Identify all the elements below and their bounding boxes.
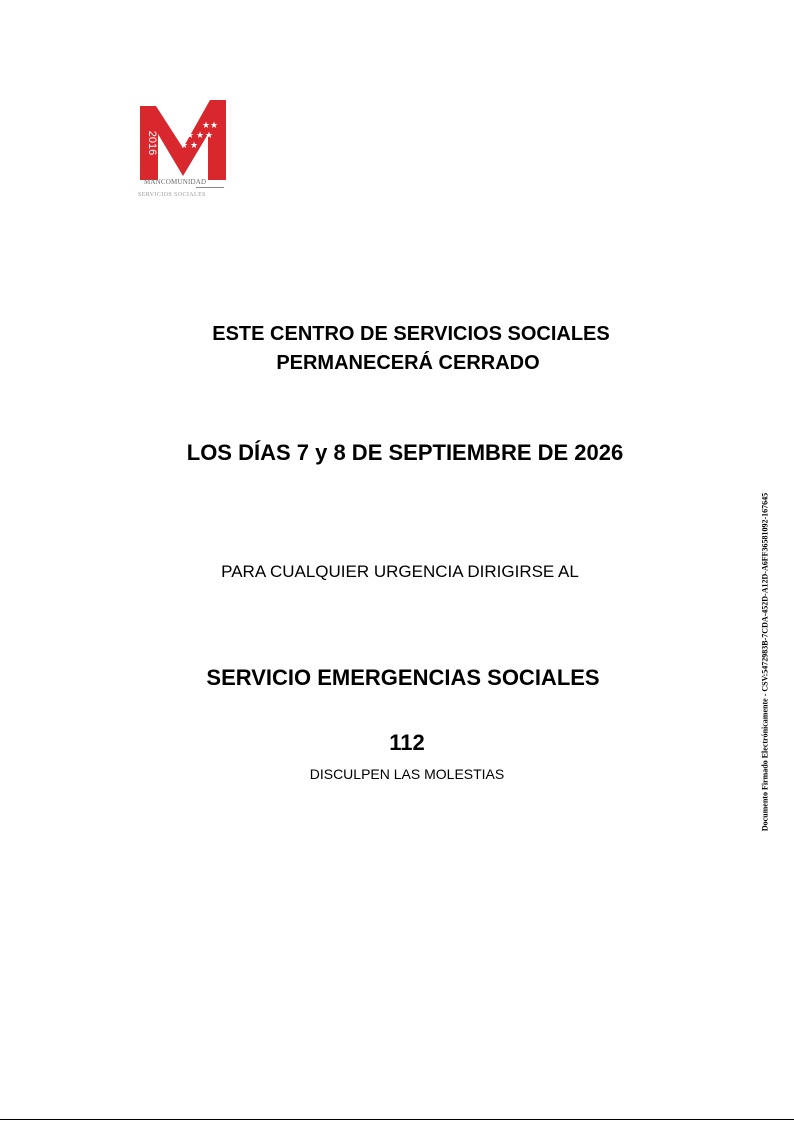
emergency-service-name: SERVICIO EMERGENCIAS SOCIALES bbox=[206, 665, 600, 690]
electronic-signature-stamp: Documento Firmado Electrónicamente - CSV:5472983B-7CDA-452D-A12D-A6FF36581092-167645 bbox=[760, 492, 770, 832]
svg-text:★: ★ bbox=[210, 121, 219, 131]
logo-year: 2016 bbox=[146, 130, 158, 156]
organization-logo bbox=[136, 98, 230, 202]
notice-heading-line2: PERMANECERÁ CERRADO bbox=[276, 352, 540, 374]
logo-text-line1: MANCOMUNIDAD bbox=[144, 178, 207, 186]
emergency-phone-number: 112 bbox=[389, 730, 425, 755]
svg-text:★: ★ bbox=[205, 131, 214, 141]
svg-text:★: ★ bbox=[190, 141, 199, 151]
urgency-instruction: PARA CUALQUIER URGENCIA DIRIGIRSE AL bbox=[221, 562, 579, 581]
notice-heading-line1: ESTE CENTRO DE SERVICIOS SOCIALES bbox=[212, 323, 610, 345]
logo-divider bbox=[196, 187, 224, 188]
svg-text:★: ★ bbox=[202, 121, 211, 131]
bottom-divider bbox=[0, 1119, 794, 1120]
logo-m-emblem bbox=[138, 98, 228, 180]
svg-text:★: ★ bbox=[196, 131, 205, 141]
svg-text:★: ★ bbox=[186, 131, 195, 141]
svg-text:★: ★ bbox=[180, 141, 189, 151]
apology-text: DISCULPEN LAS MOLESTIAS bbox=[309, 766, 505, 782]
closure-dates: LOS DÍAS 7 y 8 DE SEPTIEMBRE DE 2026 bbox=[186, 440, 624, 465]
logo-text-line2: SERVICIOS SOCIALES bbox=[138, 192, 206, 198]
